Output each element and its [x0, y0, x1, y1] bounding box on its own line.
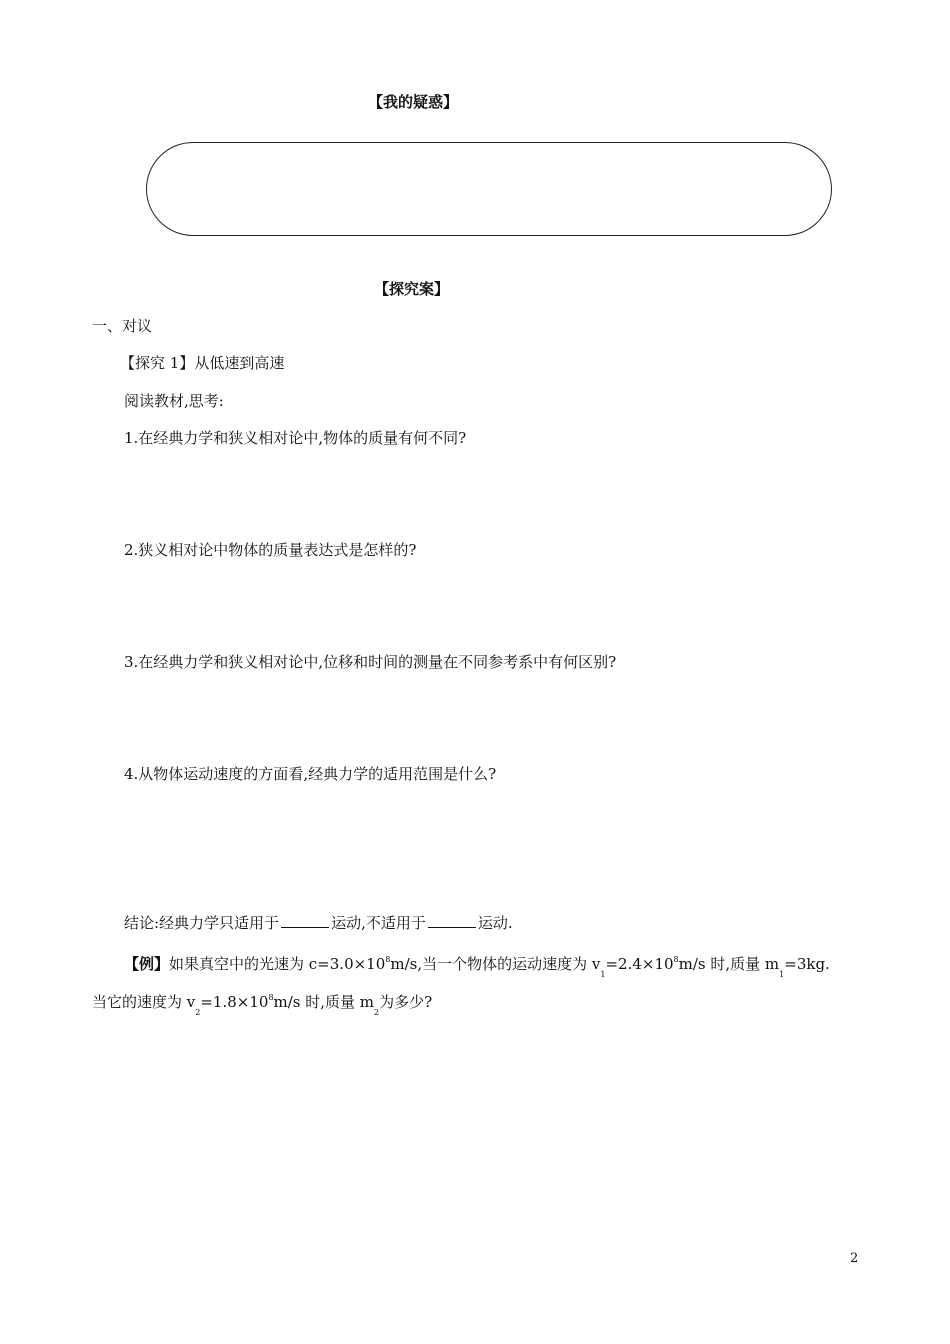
conclusion-text-3: 运动. — [477, 914, 513, 932]
subscript: 2 — [374, 1008, 380, 1017]
exponent: 8 — [385, 955, 391, 964]
exponent: 8 — [673, 955, 679, 964]
example-line-1 — [124, 951, 830, 981]
explore1-prompt: 阅读教材,思考: — [124, 392, 224, 410]
example-text: m/s,当一个物体的运动速度为 v — [390, 955, 601, 973]
example-text: 为多少? — [379, 993, 433, 1011]
example-line-2 — [92, 989, 432, 1019]
example-text: m/s 时,质量 m — [678, 955, 780, 973]
page-number: 2 — [850, 1251, 859, 1266]
subscript: 1 — [779, 970, 785, 979]
example-text: 如果真空中的光速为 c=3.0×10 — [169, 955, 386, 973]
doubts-answer-box — [146, 142, 832, 236]
question-1: 1.在经典力学和狭义相对论中,物体的质量有何不同? — [124, 429, 467, 447]
question-3: 3.在经典力学和狭义相对论中,位移和时间的测量在不同参考系中有何区别? — [124, 653, 617, 671]
explore1-title: 从低速到高速 — [194, 354, 285, 372]
example-text: =3kg. — [784, 955, 830, 973]
example-text: =1.8×10 — [200, 993, 269, 1011]
subscript: 2 — [195, 1008, 201, 1017]
question-2: 2.狭义相对论中物体的质量表达式是怎样的? — [124, 541, 417, 559]
example-label: 【例】 — [124, 955, 170, 973]
explore1-heading — [120, 353, 284, 373]
inquiry-heading: 【探究案】 — [374, 280, 450, 298]
explore1-label: 【探究 1】 — [120, 354, 195, 372]
subscript: 1 — [600, 970, 606, 979]
conclusion-text-1: 结论:经典力学只适用于 — [124, 914, 280, 932]
example-text: m/s 时,质量 m — [273, 993, 375, 1011]
conclusion-line — [124, 913, 513, 933]
section-title: 一、对议 — [92, 317, 153, 335]
exponent: 8 — [268, 993, 274, 1002]
example-text: 当它的速度为 v — [92, 993, 196, 1011]
conclusion-text-2: 运动,不适用于 — [331, 914, 426, 932]
conclusion-blank-2[interactable] — [428, 913, 476, 928]
conclusion-blank-1[interactable] — [281, 913, 329, 928]
example-text: =2.4×10 — [605, 955, 674, 973]
doubts-heading: 【我的疑惑】 — [368, 93, 459, 111]
question-4: 4.从物体运动速度的方面看,经典力学的适用范围是什么? — [124, 765, 497, 783]
